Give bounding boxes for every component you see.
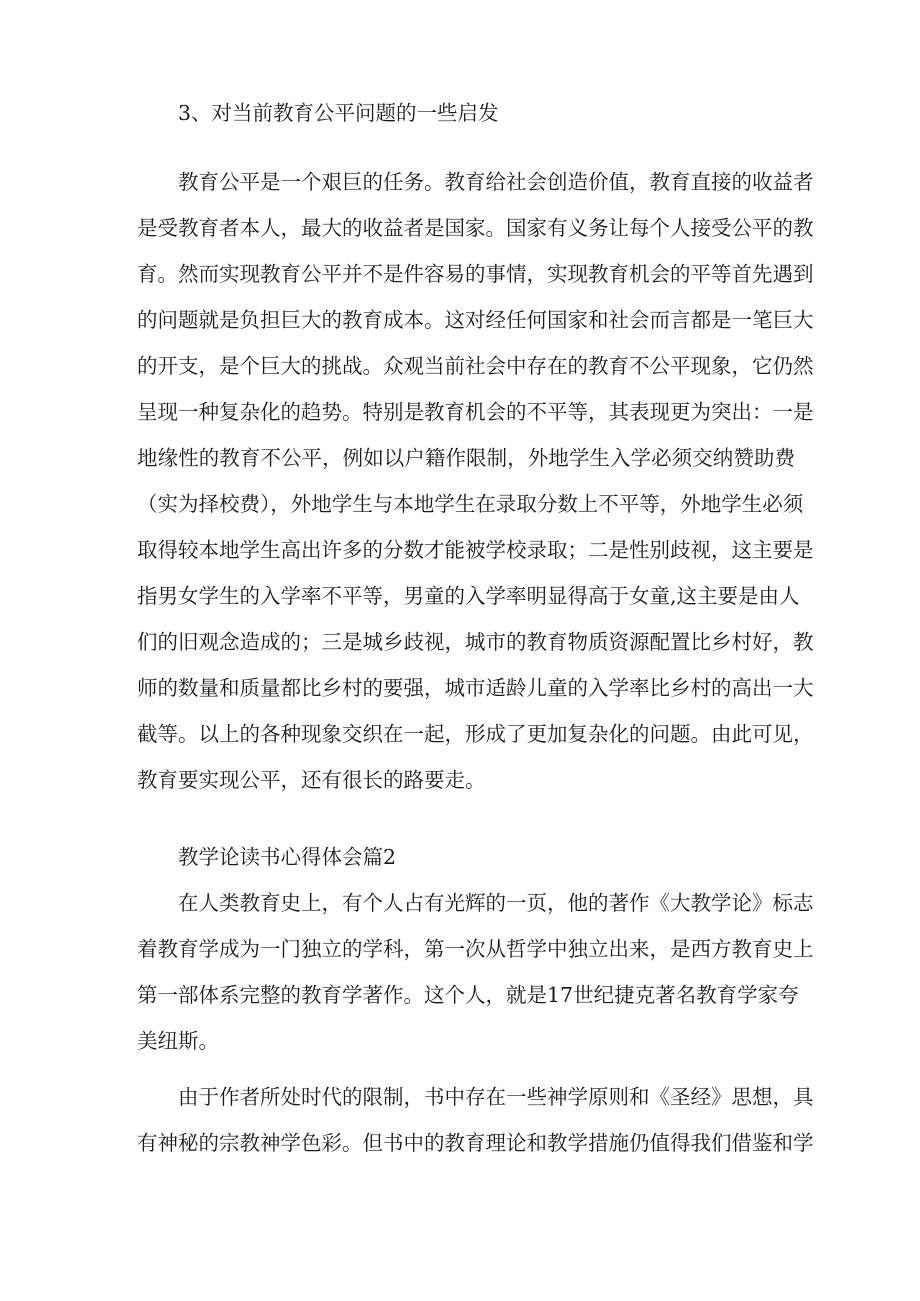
text-line: 呈现一种复杂化的趋势。特别是教育机会的不平等，其表现更为突出：一是 (137, 400, 814, 424)
text-line: 地缘性的教育不公平，例如以户籍作限制，外地学生入学必须交纳赞助费 (137, 446, 795, 470)
article-title: 教学论读书心得体会篇2 (178, 845, 397, 869)
paragraph-comenius-intro (137, 880, 814, 1064)
text-line: （实为择校费），外地学生与本地学生在录取分数上不平等，外地学生必须 (137, 492, 804, 516)
text-line: 是受教育者本人，最大的收益者是国家。国家有义务让每个人接受公平的教 (137, 216, 814, 240)
paragraph-education-fairness (137, 159, 814, 803)
text-line: 由于作者所处时代的限制，书中存在一些神学原则和《圣经》思想，具 (137, 1085, 814, 1109)
text-line: 在人类教育史上，有个人占有光辉的一页，他的著作《大教学论》标志 (137, 891, 814, 915)
text-line: 指男女学生的入学率不平等，男童的入学率明显得高于女童,这主要是由人 (137, 584, 800, 608)
paragraph-book-limitations (137, 1074, 814, 1166)
text-line: 第一部体系完整的教育学著作。这个人，就是17世纪捷克著名教育学家夸 (137, 983, 799, 1007)
text-line: 们的旧观念造成的；三是城乡歧视，城市的教育物质资源配置比乡村好，教 (137, 630, 814, 654)
text-line: 教育要实现公平，还有很长的路要走。 (137, 768, 486, 792)
text-line: 的开支，是个巨大的挑战。众观当前社会中存在的教育不公平现象，它仍然 (137, 354, 814, 378)
text-line: 育。然而实现教育公平并不是件容易的事情，实现教育机会的平等首先遇到 (137, 262, 814, 286)
text-line: 有神秘的宗教神学色彩。但书中的教育理论和教学措施仍值得我们借鉴和学 (137, 1131, 814, 1155)
text-line: 截等。以上的各种现象交织在一起，形成了更加复杂化的问题。由此可见， (137, 722, 814, 746)
text-line: 取得较本地学生高出许多的分数才能被学校录取；二是性别歧视，这主要是 (137, 538, 814, 562)
text-line: 师的数量和质量都比乡村的要强，城市适龄儿童的入学率比乡村的高出一大 (137, 676, 814, 700)
text-line: 的问题就是负担巨大的教育成本。这对经任何国家和社会而言都是一笔巨大 (137, 308, 814, 332)
section-heading: 3、对当前教育公平问题的一些启发 (178, 101, 499, 125)
text-line: 美纽斯。 (137, 1029, 219, 1053)
text-line: 教育公平是一个艰巨的任务。教育给社会创造价值，教育直接的收益者 (137, 170, 814, 194)
text-line: 着教育学成为一门独立的学科，第一次从哲学中独立出来，是西方教育史上 (137, 937, 814, 961)
